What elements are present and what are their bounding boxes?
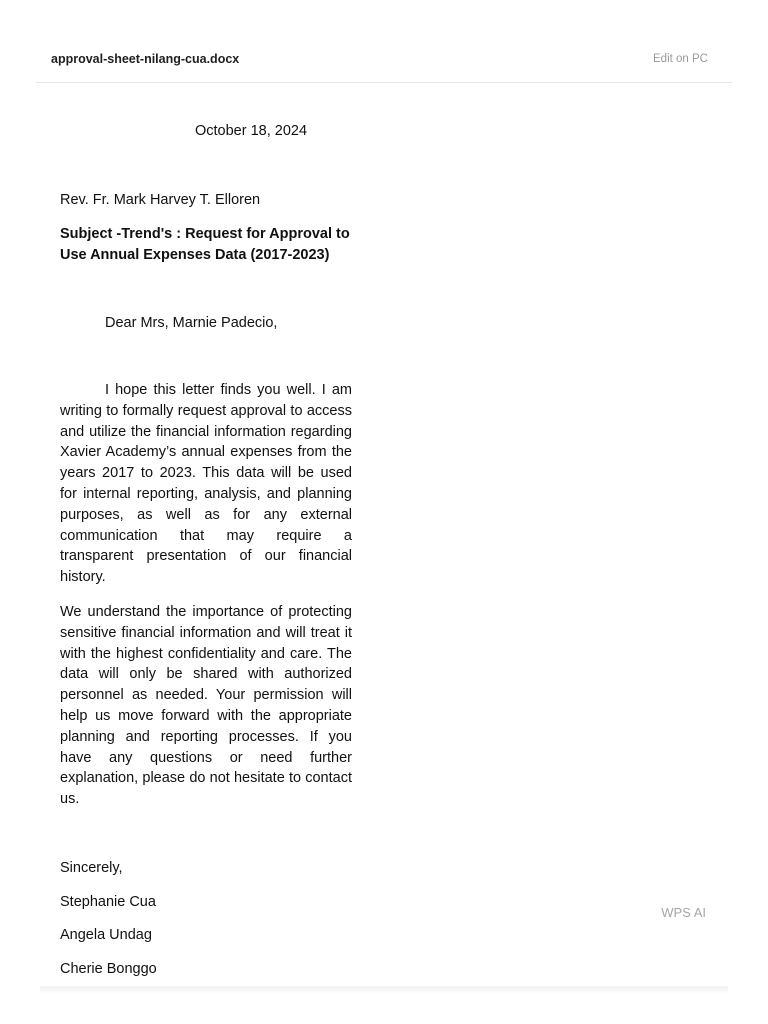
page-bottom-shadow	[40, 986, 728, 994]
document-header	[36, 38, 732, 83]
letter-closing: Sincerely,	[60, 860, 123, 876]
edit-on-pc-button[interactable]: Edit on PC	[653, 53, 708, 65]
letter-subject: Subject -Trend's : Request for Approval to Use Annual Expenses Data (2017-2023)	[60, 226, 350, 263]
signatory-name: Angela Undag	[60, 927, 152, 943]
letter-paragraph-1: I hope this letter finds you well. I am writing to formally request approval to access and utilize the financial information regarding Xavier Academy’s annual expenses from the years 2017 to 2023. This data will be used for internal reporting, analysis, and planning purposes, as well as for any external communication that may require a transparent presentation of our financial history.	[60, 382, 352, 586]
letter-salutation: Dear Mrs, Marnie Padecio,	[105, 315, 278, 331]
signatory-name: Stephanie Cua	[60, 894, 156, 910]
document-page	[0, 84, 768, 990]
letter-recipient: Rev. Fr. Mark Harvey T. Elloren	[60, 192, 261, 208]
document-filename: approval-sheet-nilang-cua.docx	[51, 52, 240, 66]
letter-date: October 18, 2024	[195, 123, 308, 139]
signatory-name: Cherie Bonggo	[60, 961, 157, 977]
letter-paragraph-2: We understand the importance of protecting sensitive financial information and will treat it with the highest confidentiality and care. The data will only be shared with authorized personnel as needed. Your permission will help us move forward with the appropriate planning and reporting processes. If you have any questions or need further explanation, please do not hesitate to contact us.	[60, 604, 352, 808]
wps-ai-button[interactable]: WPS AI	[661, 905, 706, 920]
